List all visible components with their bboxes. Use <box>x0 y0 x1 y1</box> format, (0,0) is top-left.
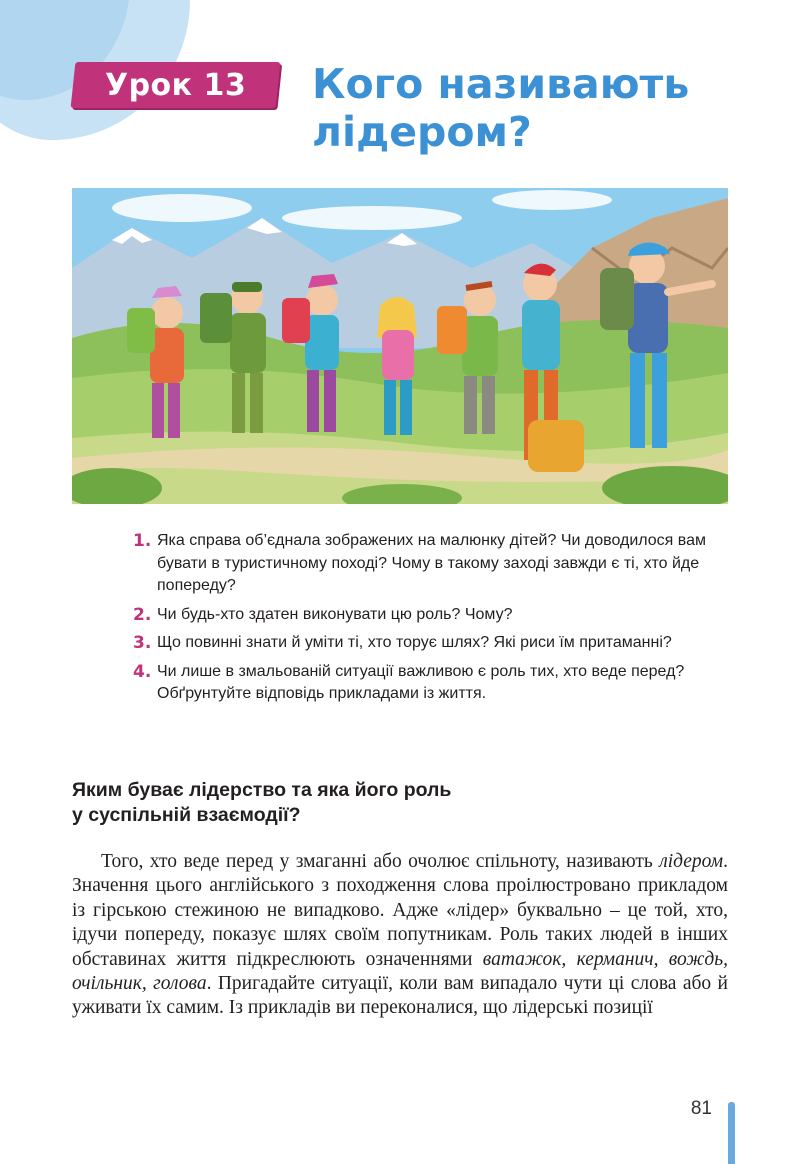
lesson-title <box>312 60 752 156</box>
body-paragraph <box>72 850 728 1021</box>
question-number: 2. <box>133 604 152 625</box>
question-item <box>133 661 729 706</box>
section-heading-line1: Яким буває лідерство та яка його роль <box>72 779 452 801</box>
question-number: 4. <box>133 661 152 682</box>
question-text: Яка справа об’єднала зображених на малюнку дітей? Чи доводилося вам бувати в туристичному поході? Чому в такому заході завжди є ті, хто йде попереду? <box>157 532 706 594</box>
body-text-part3: . Пригадайте ситуації, коли вам випадало чути ці слова або й уживати їх самим. Із прикладів ви переконалися, що лідерські позиції <box>72 973 728 1019</box>
body-text-part2: . Значення цього англійського з походження слова проілюстровано прикладом із гірською стежиною не випадково. Адже «лідер» буквально – це той, хто, ідучи попереду, показує шлях своїм попутникам. Роль таких людей в інших обставинах життя підкреслюють означеннями <box>72 851 728 970</box>
term-synonyms: ватажок, керманич, вождь, очільник, голова <box>72 948 728 995</box>
section-heading <box>72 778 592 828</box>
question-item <box>133 530 729 598</box>
hiking-illustration <box>72 188 728 504</box>
question-text: Чи будь-хто здатен виконувати цю роль? Чому? <box>157 605 513 623</box>
hiking-scene-image <box>72 188 728 504</box>
section-heading-line2: у суспільній взаємодії? <box>72 804 301 826</box>
page-number: 81 <box>690 1098 712 1119</box>
lesson-badge <box>71 62 281 108</box>
body-text-part1: Того, хто веде перед у змаганні або очолює спільноту, називають <box>101 851 660 872</box>
lesson-title-line1: Кого називають <box>312 60 690 108</box>
question-number: 3. <box>133 633 152 653</box>
questions-list <box>133 530 729 712</box>
question-item <box>133 604 729 627</box>
page-edge-bar <box>728 1102 735 1164</box>
lesson-title-line2: лідером? <box>312 108 532 156</box>
lesson-badge-label: Урок 13 <box>104 67 247 103</box>
question-text: Чи лише в змальованій ситуації важливою є роль тих, хто веде перед? Обґрунтуйте відповідь прикладами із життя. <box>157 662 685 702</box>
question-number: 1. <box>133 531 152 551</box>
question-item <box>133 632 729 655</box>
term-leader: лідером <box>659 851 724 872</box>
question-text: Що повинні знати й уміти ті, хто торує шлях? Які риси їм притаманні? <box>157 634 672 651</box>
